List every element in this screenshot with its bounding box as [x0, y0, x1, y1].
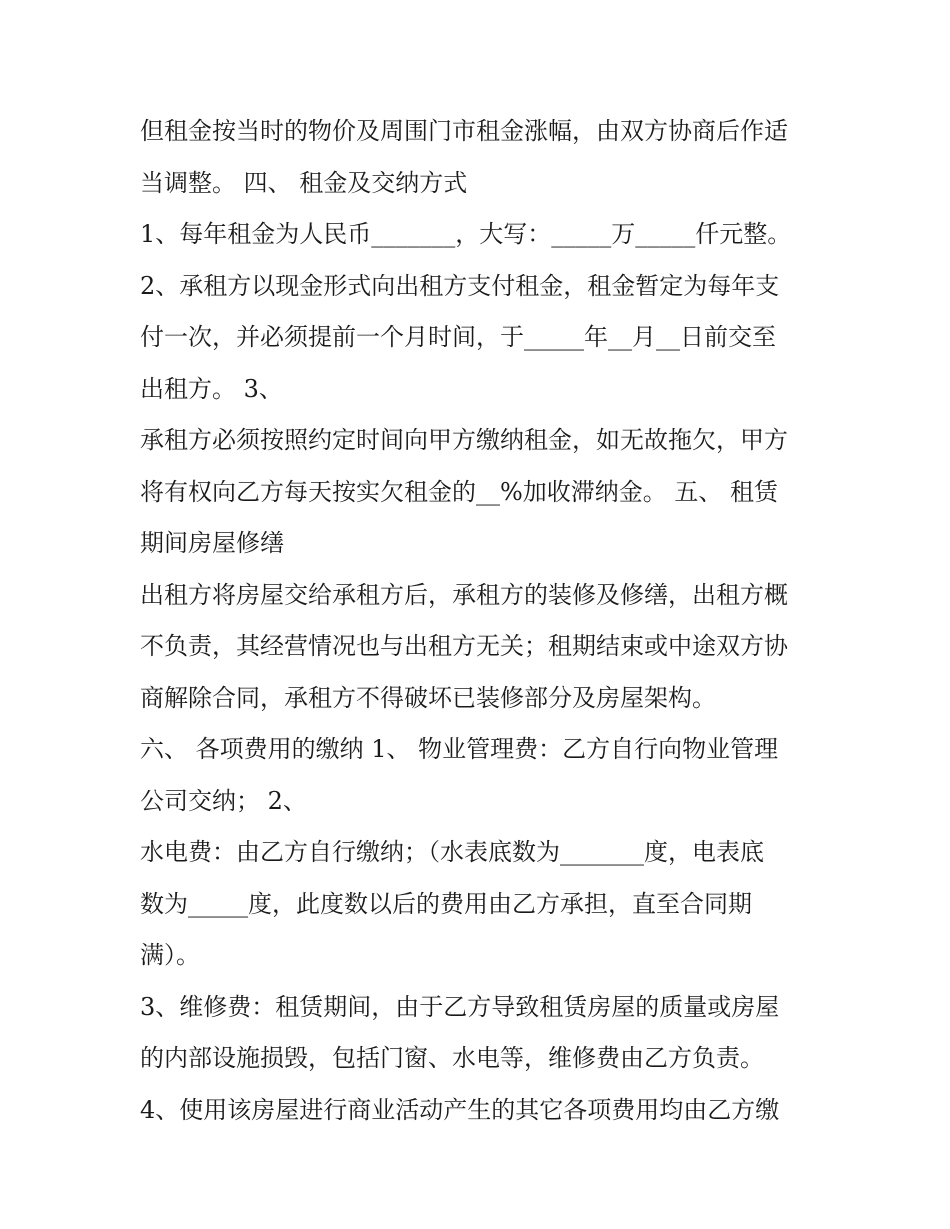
text-line: 3、维修费：租赁期间，由于乙方导致租赁房屋的质量或房屋 [140, 992, 780, 1021]
text-line: 六、 各项费用的缴纳 1、 物业管理费：乙方自行向物业管理 [140, 735, 779, 763]
text-line: 付一次，并必须提前一个月时间，于_____年__月__日前交至 [140, 323, 776, 351]
text-line: 的内部设施损毁，包括门窗、水电等，维修费由乙方负责。 [140, 1044, 764, 1072]
text-line: 当调整。 四、 租金及交纳方式 [140, 168, 468, 197]
text-line: 公司交纳； 2、 [140, 786, 307, 815]
text-line: 将有权向乙方每天按实欠租金的__%加收滞纳金。 五、 租赁 [140, 477, 779, 506]
text-line: 商解除合同，承租方不得破坏已装修部分及房屋架构。 [140, 683, 716, 712]
text-line: 4、使用该房屋进行商业活动产生的其它各项费用均由乙方缴 [140, 1095, 780, 1124]
text-line: 2、承租方以现金形式向出租方支付租金，租金暂定为每年支 [140, 271, 780, 300]
text-line: 1、每年租金为人民币_______，大写：_____万_____仟元整。 [140, 220, 792, 248]
text-line: 出租方将房屋交给承租方后，承租方的装修及修缮，出租方概 [140, 580, 788, 609]
text-line: 数为_____度，此度数以后的费用由乙方承担，直至合同期 [140, 889, 752, 918]
text-line: 出租方。 3、 [140, 374, 283, 403]
text-line: 期间房屋修缮 [140, 529, 284, 557]
text-line: 但租金按当时的物价及周围门市租金涨幅，由双方协商后作适 [140, 117, 788, 145]
contract-text-body [140, 106, 820, 1136]
text-line: 水电费：由乙方自行缴纳；（水表底数为_______度，电表底 [140, 838, 764, 866]
text-line: 满）。 [140, 941, 200, 969]
text-line: 承租方必须按照约定时间向甲方缴纳租金，如无故拖欠，甲方 [140, 426, 788, 454]
text-line: 不负责，其经营情况也与出租方无关；租期结束或中途双方协 [140, 632, 788, 660]
